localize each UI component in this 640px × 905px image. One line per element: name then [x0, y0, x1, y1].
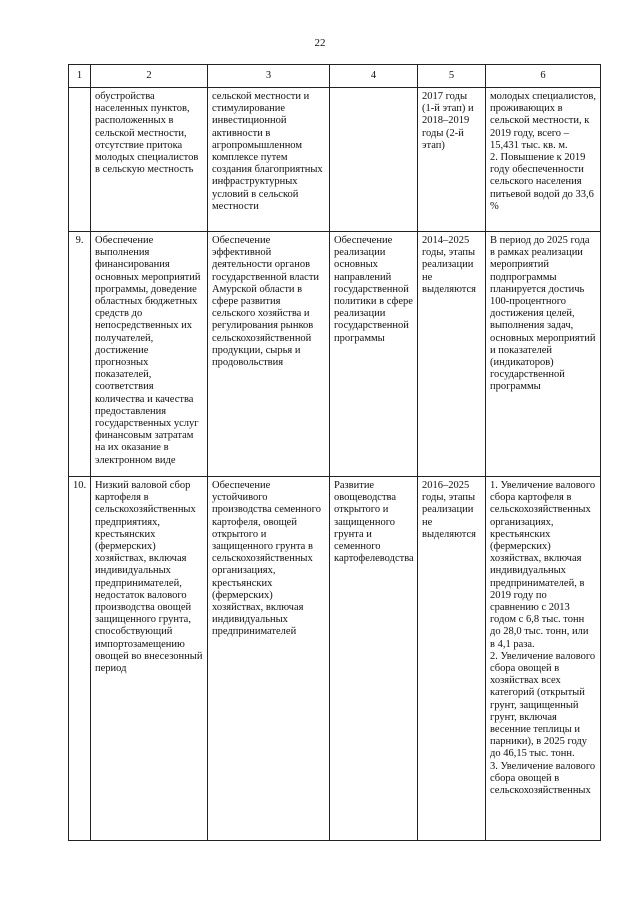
- table-row: [69, 232, 601, 477]
- task-cell: Развитие овощеводства открытого и защищенного грунта и семенного картофелеводства: [330, 477, 418, 841]
- header-cell: 3: [208, 65, 330, 88]
- period-cell: 2016–2025 годы, этапы реализации не выделяются: [418, 477, 486, 841]
- header-cell: 4: [330, 65, 418, 88]
- problem-cell: Низкий валовой сбор картофеля в сельскохозяйственных предприятиях, крестьянских (фермерских) хозяйствах, включая индивидуальных предпринимателей, недостаток валового производства овощей защищенного грунта, способствующий импортозамещению овощей во внесезонный период: [91, 477, 208, 841]
- task-cell: Обеспечение реализации основных направлений государственной политики в сфере реализации государственной программы: [330, 232, 418, 477]
- goal-cell: сельской местности и стимулирование инвестиционной активности в агропромышленном комплексе путем создания благоприятных инфраструктурных условий в сельской местности: [208, 88, 330, 232]
- row-number: [69, 88, 91, 232]
- result-cell: В период до 2025 года в рамках реализации мероприятий подпрограммы планируется достичь 100-процентного достижения целей, выполнения задач, основных мероприятий и показателей (индикаторов) государственной программы: [486, 232, 601, 477]
- result-cell: молодых специалистов, проживающих в сельской местности, к 2019 году, всего – 15,431 тыс. кв. м. 2. Повышение к 2019 году обеспеченности сельского населения питьевой водой до 33,6 %: [486, 88, 601, 232]
- goal-cell: Обеспечение устойчивого производства семенного картофеля, овощей открытого и защищенного грунта в сельскохозяйственных организациях, крестьянских (фермерских) хозяйствах, включая индивидуальных предпринимателей: [208, 477, 330, 841]
- table-row: [69, 477, 601, 841]
- period-cell: 2014–2025 годы, этапы реализации не выделяются: [418, 232, 486, 477]
- problem-cell: обустройства населенных пунктов, расположенных в сельской местности, отсутствие притока молодых специалистов в сельскую местность: [91, 88, 208, 232]
- table-header-row: [69, 65, 601, 88]
- result-cell: 1. Увеличение валового сбора картофеля в сельскохозяйственных организациях, крестьянских (фермерских) хозяйствах, включая индивидуальных предпринимателей, в 2019 году по сравнению с 2013 годом с 6,8 тыс. тонн до 28,0 тыс. тонн, или в 4,1 раза. 2. Увеличение валового сбора овощей в хозяйствах всех категорий (открытый грунт, защищенный грунт, включая весенние теплицы и парники), в 2025 году до 46,15 тыс. тонн. 3. Увеличение валового сбора овощей в сельскохозяйственных: [486, 477, 601, 841]
- header-cell: 1: [69, 65, 91, 88]
- header-cell: 5: [418, 65, 486, 88]
- header-cell: 2: [91, 65, 208, 88]
- row-number: 9.: [69, 232, 91, 477]
- header-cell: 6: [486, 65, 601, 88]
- period-cell: 2017 годы (1-й этап) и 2018–2019 годы (2-й этап): [418, 88, 486, 232]
- table-row: [69, 88, 601, 232]
- row-number: 10.: [69, 477, 91, 841]
- program-table: [68, 64, 601, 841]
- goal-cell: Обеспечение эффективной деятельности органов государственной власти Амурской области в сфере развития сельского хозяйства и регулирования рынков сельскохозяйственной продукции, сырья и продовольствия: [208, 232, 330, 477]
- problem-cell: Обеспечение выполнения финансирования основных мероприятий программы, доведение областных бюджетных средств до непосредственных их получателей, достижение прогнозных показателей, соответствия количества и качества предоставления государственных услуг финансовым затратам на их оказание в электронном виде: [91, 232, 208, 477]
- task-cell: [330, 88, 418, 232]
- page-number: 22: [314, 37, 326, 49]
